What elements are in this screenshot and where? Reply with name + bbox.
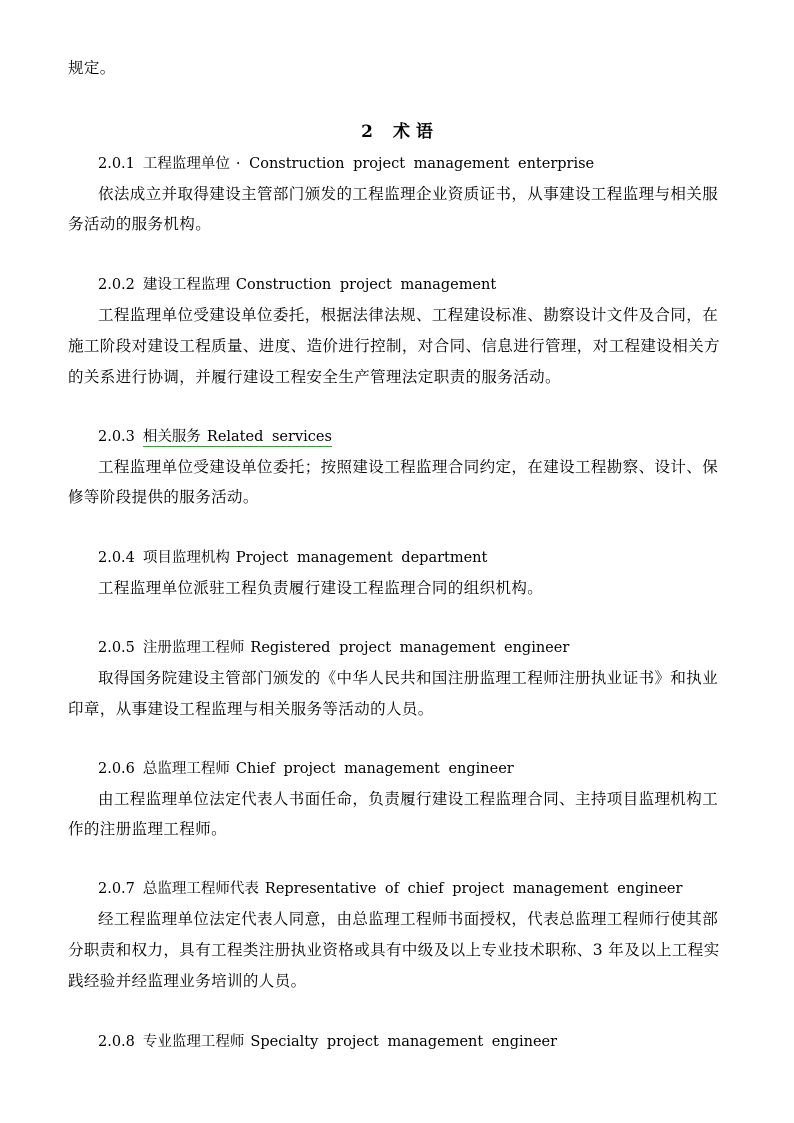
section-number: 2 — [361, 122, 373, 142]
term-name-cn: 相关服务 — [142, 429, 201, 445]
term-heading — [98, 759, 514, 779]
term-number: 2.0.3 — [98, 429, 135, 445]
intro-fragment: 规定。 — [68, 59, 116, 77]
term-name-en: Related services — [206, 429, 332, 445]
term-name-cn: 专业监理工程师 — [142, 1034, 245, 1050]
term-heading — [98, 1032, 557, 1052]
term-definition-line: 作的注册监理工程师。 — [68, 820, 228, 838]
term-name-en: Registered project management engineer — [250, 640, 570, 656]
term-name-en: Representative of chief project management engineer — [264, 881, 683, 897]
term-definition-line: 践经验并经监理业务培训的人员。 — [68, 972, 307, 990]
term-definition-line: 施工阶段对建设工程质量、进度、造价进行控制，对合同、信息进行管理，对工程建设相关方 — [68, 337, 720, 355]
term-number: 2.0.1 — [98, 156, 135, 172]
term-heading — [98, 548, 487, 568]
section-title: 术 语 — [392, 122, 433, 142]
term-name-cn: 总监理工程师 — [142, 761, 230, 777]
term-definition-line: 工程监理单位受建设单位委托；按照建设工程监理合同约定，在建设工程勘察、设计、保 — [98, 458, 719, 476]
term-definition-line: 分职责和权力，具有工程类注册执业资格或具有中级及以上专业技术职称、3 年及以上工程实 — [68, 941, 720, 959]
term-definition-line: 工程监理单位派驻工程负责履行建设工程监理合同的组织机构。 — [98, 579, 544, 597]
term-number: 2.0.7 — [98, 881, 135, 897]
term-heading — [98, 427, 332, 447]
term-name-cn: 总监理工程师代表 — [142, 881, 259, 897]
term-definition-line: 的关系进行协调，并履行建设工程安全生产管理法定职责的服务活动。 — [68, 368, 561, 386]
term-heading — [98, 638, 569, 658]
term-definition-line: 工程监理单位受建设单位委托，根据法律法规、工程建设标准、勘察设计文件及合同，在 — [98, 306, 719, 324]
term-name-en: Specialty project management engineer — [250, 1034, 558, 1050]
term-name-en: Project management department — [235, 550, 488, 566]
term-name-cn: 项目监理机构 — [142, 550, 230, 566]
term-name-en: Chief project management engineer — [235, 761, 514, 777]
term-number: 2.0.4 — [98, 550, 135, 566]
term-number: 2.0.8 — [98, 1034, 135, 1050]
term-heading — [98, 154, 594, 174]
term-name-en: · Construction project management enterprise — [235, 156, 595, 172]
term-definition-line: 取得国务院建设主管部门颁发的《中华人民共和国注册监理工程师注册执业证书》和执业 — [98, 669, 719, 687]
term-name-en: Construction project management — [235, 277, 497, 293]
term-name-cn: 建设工程监理 — [142, 277, 230, 293]
term-heading — [98, 275, 496, 295]
term-heading — [98, 879, 682, 899]
term-definition-line: 务活动的服务机构。 — [68, 215, 212, 233]
term-name-cn: 注册监理工程师 — [142, 640, 245, 656]
term-name-cn: 工程监理单位 — [142, 156, 230, 172]
term-definition-line: 印章，从事建设工程监理与相关服务等活动的人员。 — [68, 700, 434, 718]
term-definition-line: 经工程监理单位法定代表人同意，由总监理工程师书面授权，代表总监理工程师行使其部 — [98, 910, 719, 928]
term-number: 2.0.2 — [98, 277, 135, 293]
term-definition-line: 由工程监理单位法定代表人书面任命，负责履行建设工程监理合同、主持项目监理机构工 — [98, 790, 719, 808]
term-number: 2.0.5 — [98, 640, 135, 656]
term-definition-line: 依法成立并取得建设主管部门颁发的工程监理企业资质证书，从事建设工程监理与相关服 — [98, 185, 719, 203]
term-definition-line: 修等阶段提供的服务活动。 — [68, 488, 259, 506]
term-number: 2.0.6 — [98, 761, 135, 777]
section-heading — [0, 117, 794, 142]
